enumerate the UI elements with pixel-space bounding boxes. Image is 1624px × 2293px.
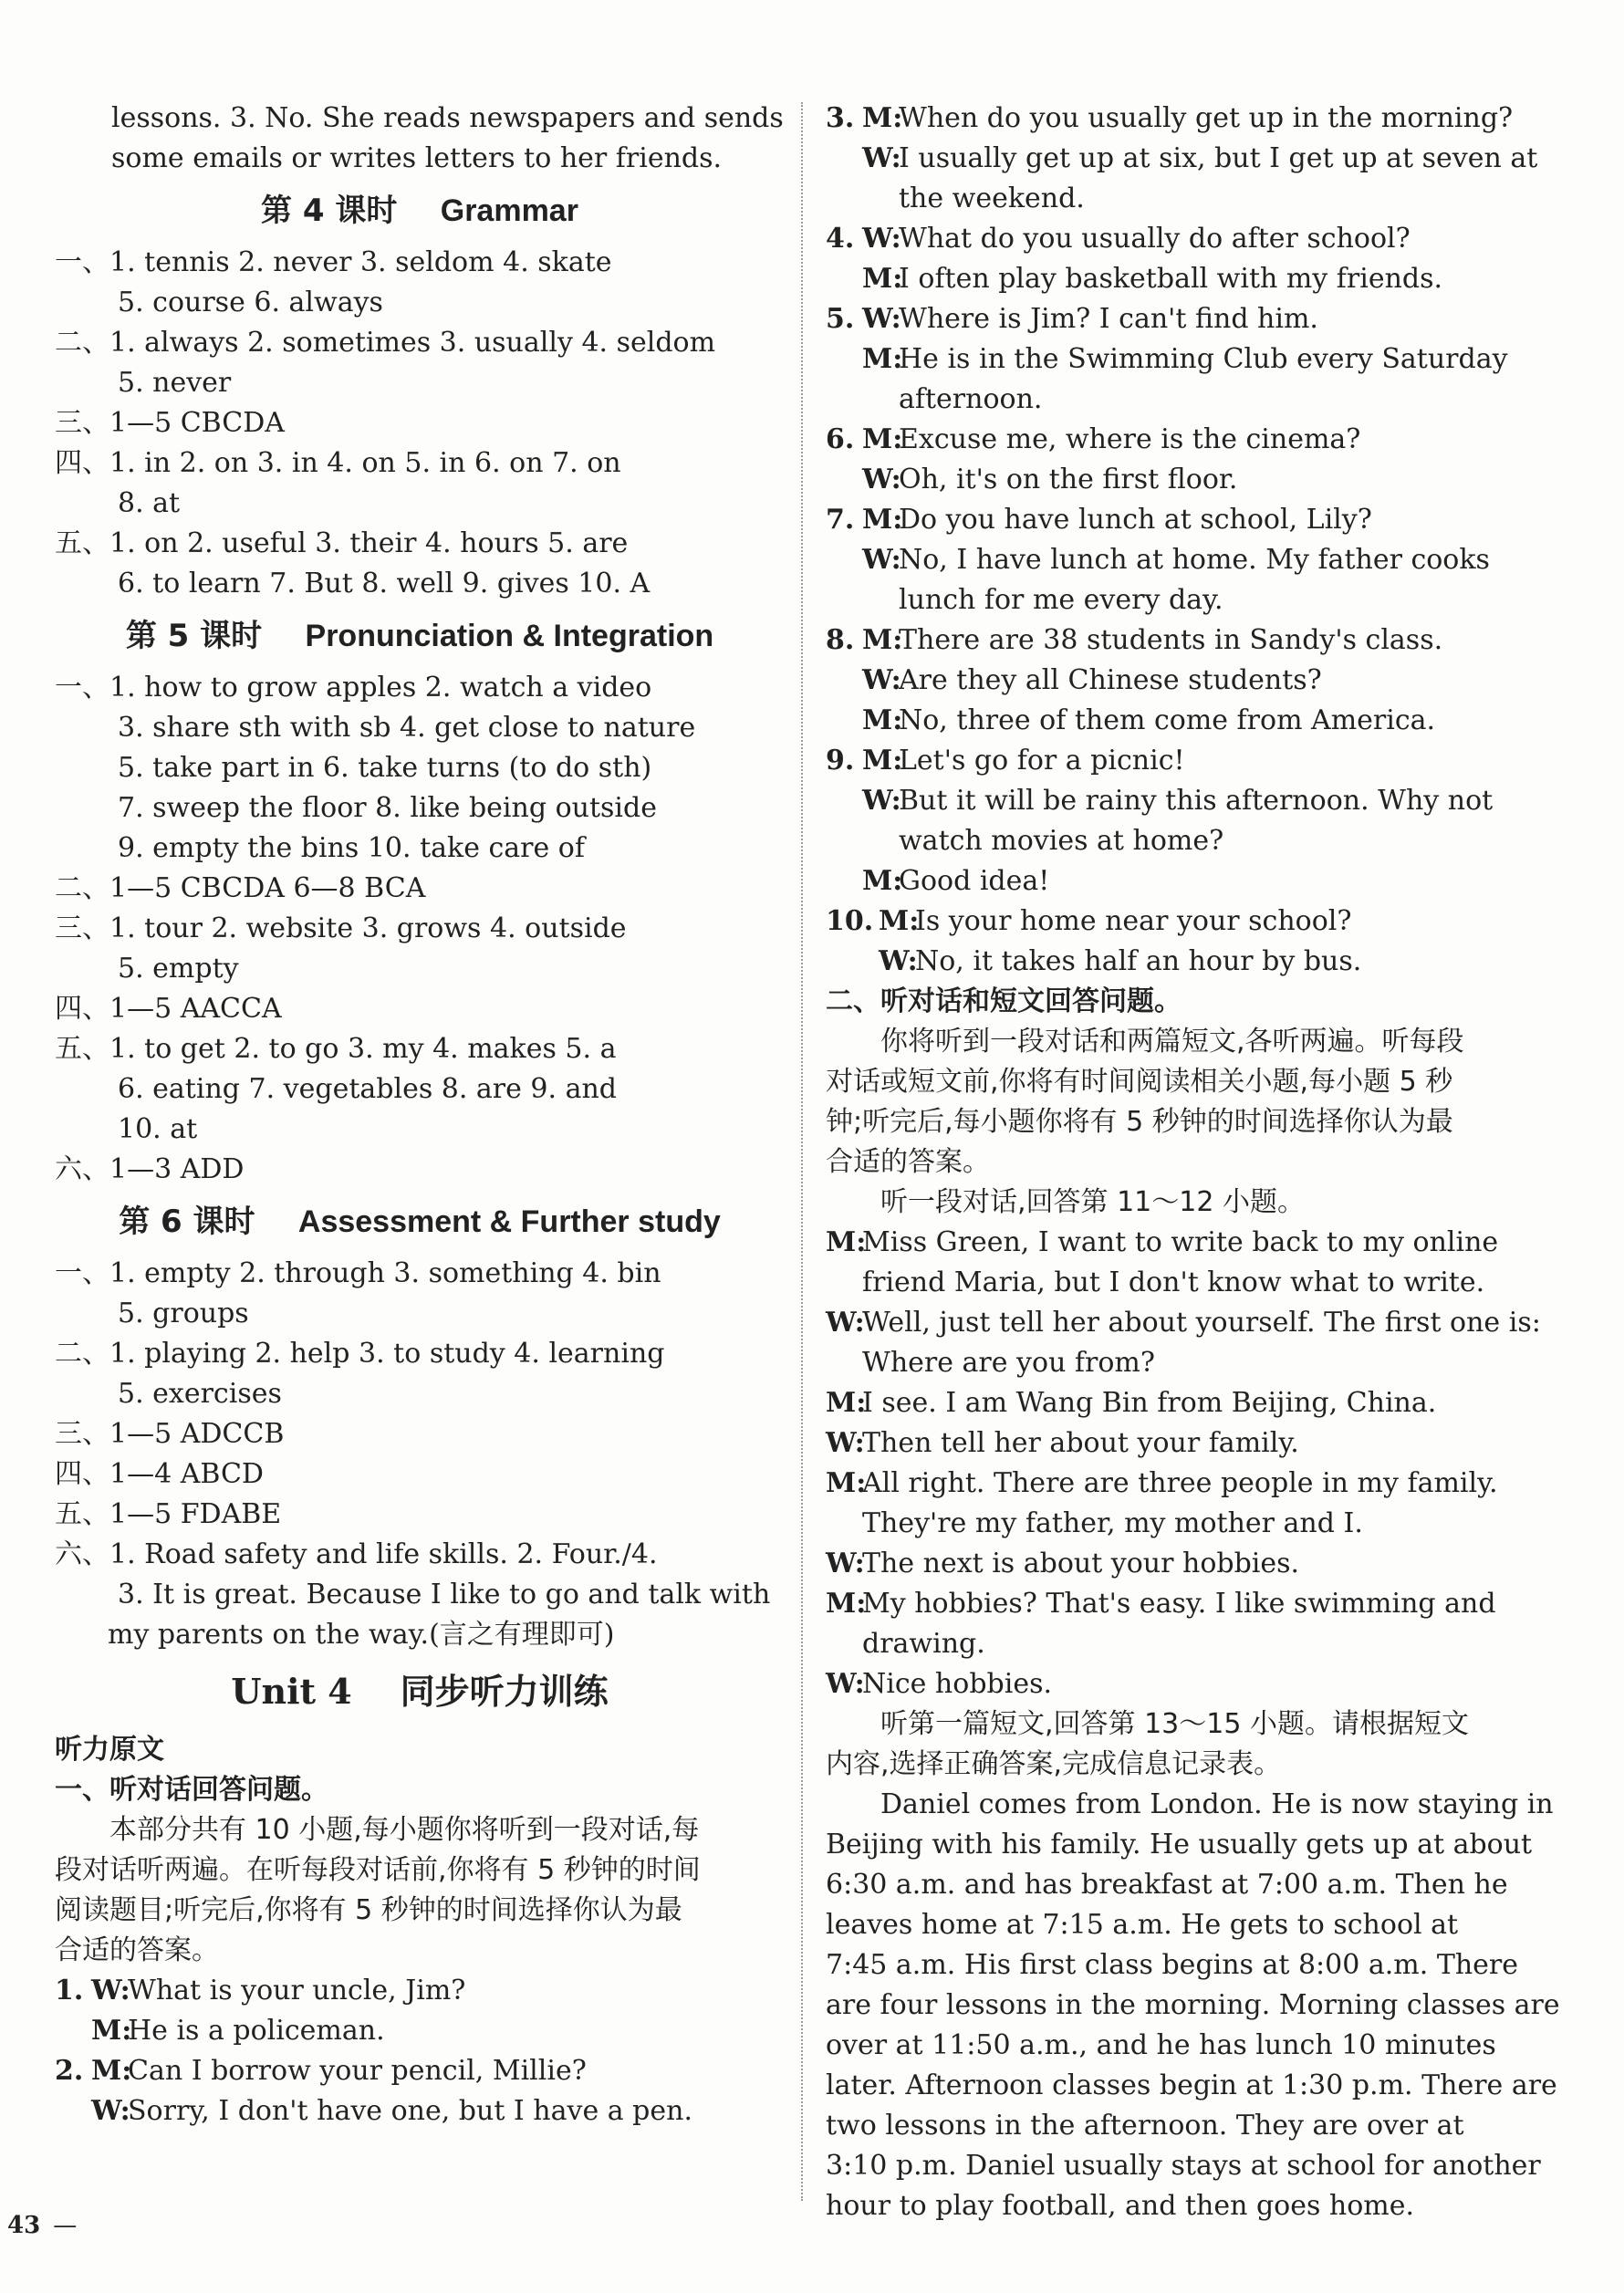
dialog-text: Are they all Chinese students? [899,664,1322,696]
dialog-item [826,741,1565,781]
answer-line: 五、1. to get 2. to go 3. my 4. makes 5. a [55,1033,617,1065]
dialog-item [826,420,1565,460]
answer-line: 六、1—3 ADD [55,1153,245,1185]
passage-line: over at 11:50 a.m., and he has lunch 10 minutes [826,2029,1496,2061]
speaker-label: W: [862,664,901,696]
lesson-4-title: Grammar [440,193,578,228]
answer-line: 一、1. how to grow apples 2. watch a video [55,672,652,704]
speaker-label: W: [879,945,918,977]
instruction-line: 本部分共有 10 小题,每小题你将听到一段对话,每 [109,1814,700,1846]
instruction-line: 合适的答案。 [55,1934,219,1966]
dialog-text: Sorry, I don't have one, but I have a pen. [128,2095,692,2127]
answer-line: 7. sweep the floor 8. like being outside [118,792,657,824]
conversation-text: My hobbies? That's easy. I like swimming and drawing. [862,1588,1496,1660]
dialog-text: What is your uncle, Jim? [128,1975,466,2006]
lesson-4-heading [55,179,785,243]
lesson-5-heading [55,604,785,668]
dialog-text: No, three of them come from America. [899,704,1436,736]
answer-line: 一、1. empty 2. through 3. something 4. bin [55,1257,661,1289]
answer-line: 一、1. tennis 2. never 3. seldom 4. skate [55,246,612,278]
conversation-text: The next is about your hobbies. [862,1548,1300,1579]
instruction-line: 钟;听完后,每小题你将有 5 秒钟的时间选择你认为最 [826,1106,1453,1138]
dialog-item [55,1971,785,2011]
instruction-line: 合适的答案。 [826,1146,990,1178]
answer-line: 5. never [118,367,232,399]
answer-line: 8. at [118,487,181,519]
dialog-number: 4. [826,223,855,255]
speaker-label: M: [91,2015,132,2047]
speaker-label: W: [862,464,901,495]
answer-line: 二、1. always 2. sometimes 3. usually 4. seldom [55,327,716,359]
lesson-5-title: Pronunciation & Integration [305,619,714,653]
dialog-item [826,902,1565,942]
instruction-line: 段对话听两遍。在听每段对话前,你将有 5 秒钟的时间 [55,1854,701,1886]
dialog-text: Do you have lunch at school, Lily? [899,504,1372,536]
dialog-line [826,781,1565,861]
conversation-line [826,1584,1565,1664]
speaker-label: M: [862,423,903,455]
dialog-text: I usually get up at six, but I get up at seven at the weekend. [899,142,1538,214]
speaker-label: M: [862,343,903,375]
passage-line: are four lessons in the morning. Morning classes are [826,1989,1560,2021]
answer-line: 三、1. tour 2. website 3. grows 4. outside [55,912,627,944]
dialog-prompt: 听一段对话,回答第 11～12 小题。 [880,1186,1305,1218]
dialog-number: 5. [826,303,855,335]
passage-line: Daniel comes from London. He is now staying in [880,1788,1554,1820]
passage-line: leaves home at 7:15 a.m. He gets to school at [826,1909,1459,1941]
speaker-label: W: [826,1668,865,1700]
instruction-line: 你将听到一段对话和两篇短文,各听两遍。听每段 [880,1026,1464,1058]
speaker-label: M: [826,1467,867,1499]
passage-line: 6:30 a.m. and has breakfast at 7:00 a.m. Then he [826,1869,1508,1901]
answer-line: my parents on the way.(言之有理即可) [108,1619,615,1651]
answer-line: 四、1—5 AACCA [55,993,282,1025]
dialog-text: Where is Jim? I can't find him. [899,303,1318,335]
page-number-value: 43 [7,2212,41,2239]
answer-line: 5. course 6. always [118,287,383,318]
speaker-label: M: [879,905,920,937]
dialog-line [826,339,1565,420]
unit-title: 同步听力训练 [400,1672,609,1712]
dialog-line [55,2091,785,2131]
passage-line: Beijing with his family. He usually gets up at about [826,1829,1533,1860]
answer-line: 5. exercises [118,1378,282,1410]
dialog-text: But it will be rainy this afternoon. Why not watch movies at home? [899,785,1494,857]
instruction-line: 阅读题目;听完后,你将有 5 秒钟的时间选择你认为最 [55,1894,682,1926]
text-line: lessons. 3. No. She reads newspapers and sends [111,102,784,134]
dialog-text: Let's go for a picnic! [899,745,1185,776]
dialog-line [826,701,1565,741]
answer-line: 五、1—5 FDABE [55,1498,282,1530]
dialog-line [826,942,1565,982]
dialog-number: 7. [826,504,855,536]
speaker-label: W: [862,142,901,174]
dialog-text: Excuse me, where is the cinema? [899,423,1361,455]
dialog-line [826,861,1565,902]
dialog-text: When do you usually get up in the morning? [899,102,1514,134]
conversation-line [826,1383,1565,1423]
dialog-line [826,460,1565,500]
lesson-6-title: Assessment & Further study [297,1204,721,1239]
speaker-label: W: [862,785,901,817]
conversation-line [826,1464,1565,1544]
answer-line: 三、1—5 CBCDA [55,407,285,439]
dialog-text: Is your home near your school? [915,905,1352,937]
lesson-4-number: 第 4 课时 [261,193,398,229]
speaker-label: M: [862,263,903,295]
answer-line: 3. share sth with sb 4. get close to nature [118,712,696,744]
speaker-label: W: [826,1427,865,1459]
answer-line: 三、1—5 ADCCB [55,1418,285,1450]
conversation-text: I see. I am Wang Bin from Beijing, China. [862,1387,1437,1419]
speaker-label: W: [91,1975,130,2006]
answer-line: 六、1. Road safety and life skills. 2. Four./4. [55,1538,658,1570]
speaker-label: M: [862,865,903,897]
dialog-number: 3. [826,102,855,134]
speaker-label: W: [862,223,901,255]
right-column [826,99,1565,2226]
conversation-line [826,1664,1565,1704]
column-divider [801,102,803,2201]
speaker-label: M: [862,624,903,656]
page-number: 43 — [7,2212,78,2239]
answer-line: 二、1—5 CBCDA 6—8 BCA [55,872,426,904]
conversation-line [826,1423,1565,1464]
answer-line: 四、1—4 ABCD [55,1458,264,1490]
speaker-label: W: [862,303,901,335]
speaker-label: M: [826,1387,867,1419]
speaker-label: M: [826,1588,867,1620]
speaker-label: M: [91,2055,132,2087]
dialog-text: No, it takes half an hour by bus. [915,945,1362,977]
passage-line: 3:10 p.m. Daniel usually stays at school for another [826,2150,1541,2182]
answer-line: 5. take part in 6. take turns (to do sth) [118,752,652,784]
unit-heading [55,1655,785,1725]
answer-line: 10. at [118,1113,198,1145]
dialog-text: Oh, it's on the first floor. [899,464,1238,495]
answer-line: 6. to learn 7. But 8. well 9. gives 10. A [118,568,651,599]
answer-line: 5. groups [118,1298,249,1329]
dialog-text: I often play basketball with my friends. [899,263,1443,295]
lesson-6-number: 第 6 课时 [119,1204,255,1240]
conversation-text: Miss Green, I want to write back to my online friend Maria, but I don't know what to write. [862,1226,1499,1298]
lesson-6-heading [55,1190,785,1254]
speaker-label: W: [862,544,901,576]
section-1-title: 一、听对话回答问题。 [55,1774,328,1806]
section-2-title: 二、听对话和短文回答问题。 [826,985,1182,1017]
answer-line: 6. eating 7. vegetables 8. are 9. and [118,1073,618,1105]
dialog-number: 2. [55,2055,84,2087]
dialog-number: 6. [826,423,855,455]
passage-line: two lessons in the afternoon. They are over at [826,2110,1464,2142]
dialog-text: He is a policeman. [128,2015,385,2047]
speaker-label: W: [826,1548,865,1579]
passage-line: later. Afternoon classes begin at 1:30 p.m. There are [826,2069,1557,2101]
answer-line: 5. empty [118,953,239,985]
conversation-text: Well, just tell her about yourself. The first one is: Where are you from? [862,1307,1541,1379]
dialog-text: No, I have lunch at home. My father cooks lunch for me every day. [899,544,1490,616]
passage-line: 7:45 a.m. His first class begins at 8:00 a.m. There [826,1949,1518,1981]
dialog-line [826,661,1565,701]
conversation-line [826,1223,1565,1303]
dialog-number: 1. [55,1975,84,2006]
conversation-text: All right. There are three people in my family. They're my father, my mother and I. [862,1467,1498,1539]
speaker-label: W: [826,1307,865,1339]
dialog-text: He is in the Swimming Club every Saturday afternoon. [899,343,1508,415]
dialog-item [826,99,1565,139]
conversation-text: Then tell her about your family. [862,1427,1299,1459]
dialog-line [55,2011,785,2051]
speaker-label: M: [826,1226,867,1258]
dialog-number: 8. [826,624,855,656]
dialog-item [55,2051,785,2091]
instruction-line: 对话或短文前,你将有时间阅读相关小题,每小题 5 秒 [826,1066,1453,1098]
speaker-label: M: [862,504,903,536]
passage-line: hour to play football, and then goes home. [826,2190,1415,2222]
speaker-label: M: [862,745,903,776]
speaker-label: M: [862,102,903,134]
passage-prompt: 内容,选择正确答案,完成信息记录表。 [826,1748,1282,1780]
dialog-number: 9. [826,745,855,776]
answer-line: 五、1. on 2. useful 3. their 4. hours 5. are [55,527,629,559]
conversation-line [826,1303,1565,1383]
dialog-line [826,139,1565,219]
dialog-text: Good idea! [899,865,1050,897]
dialog-line [826,259,1565,299]
dialog-item [826,219,1565,259]
left-column [55,99,785,2131]
passage-prompt: 听第一篇短文,回答第 13～15 小题。请根据短文 [880,1708,1469,1740]
dialog-item [826,620,1565,661]
conversation-line [826,1544,1565,1584]
speaker-label: W: [91,2095,130,2127]
speaker-label: M: [862,704,903,736]
lesson-5-number: 第 5 课时 [125,618,263,654]
dialog-text: Can I borrow your pencil, Millie? [128,2055,587,2087]
unit-number: Unit 4 [231,1671,352,1712]
script-title: 听力原文 [55,1734,164,1766]
dialog-line [826,540,1565,620]
text-line: some emails or writes letters to her friends. [111,142,723,174]
answer-line: 3. It is great. Because I like to go and talk with [118,1579,771,1610]
answer-line: 四、1. in 2. on 3. in 4. on 5. in 6. on 7. on [55,447,621,479]
dialog-item [826,299,1565,339]
answer-line: 二、1. playing 2. help 3. to study 4. learning [55,1338,665,1370]
conversation-text: Nice hobbies. [862,1668,1053,1700]
dialog-text: What do you usually do after school? [899,223,1411,255]
dialog-number: 10. [826,905,874,937]
dialog-text: There are 38 students in Sandy's class. [899,624,1443,656]
answer-line: 9. empty the bins 10. take care of [118,832,585,864]
dialog-item [826,500,1565,540]
